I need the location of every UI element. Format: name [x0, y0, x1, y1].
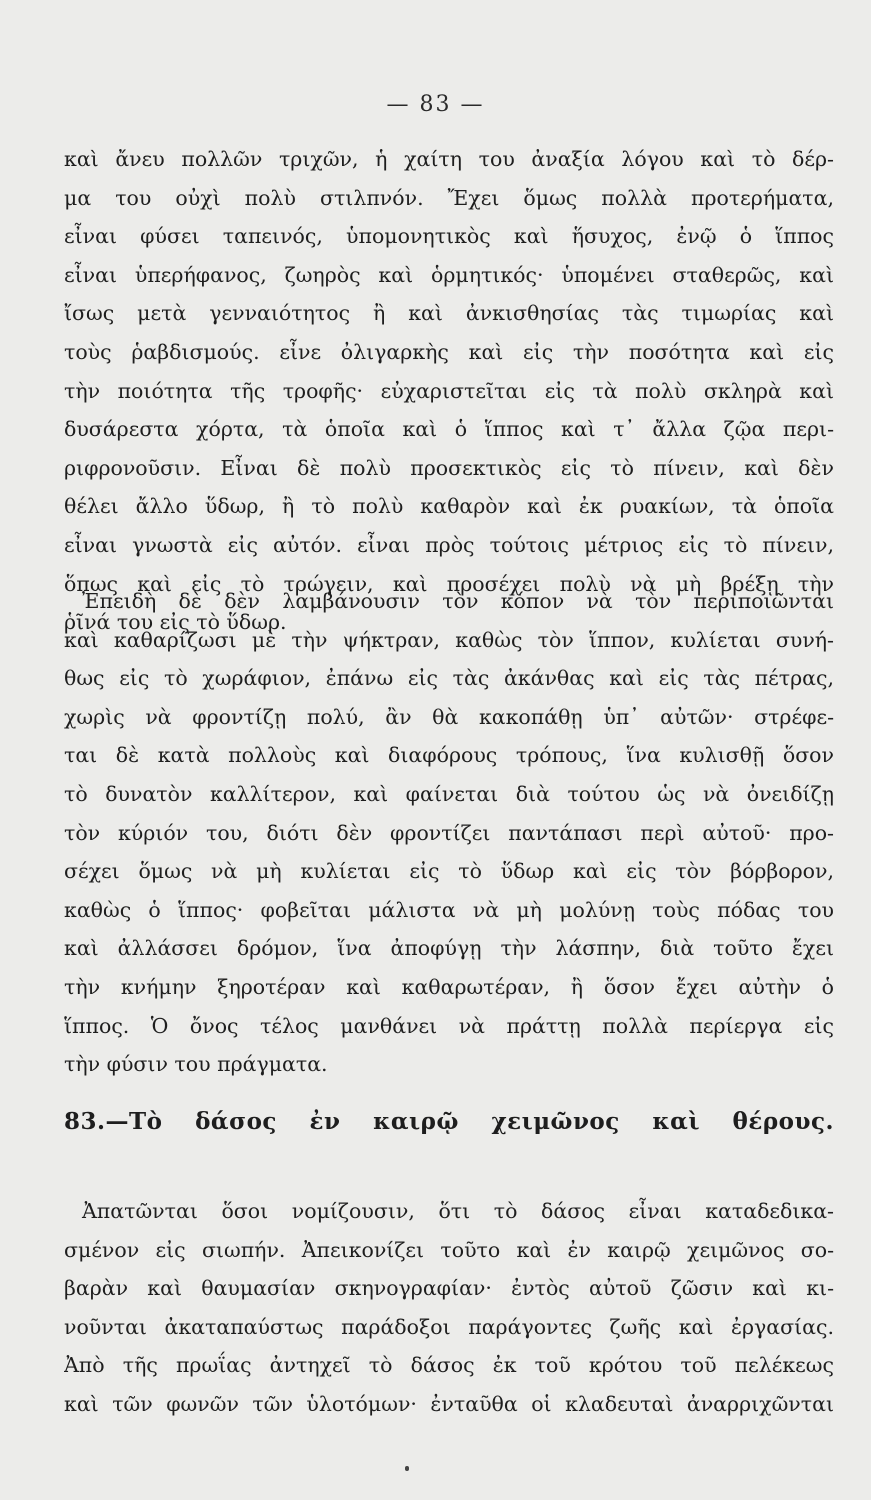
- text-line: Ἀπατῶνται ὅσοι νομίζουσιν, ὅτι τὸ δάσος εἶναι καταδεδικα-: [82, 1199, 834, 1223]
- text-line: Ἐπειδὴ δὲ δὲν λαμβάνουσιν τὸν κόπον νὰ τὸν περιποιῶνται: [82, 589, 834, 613]
- text-line: νοῦνται ἀκαταπαύστως παράδοξοι παράγοντες ζωῆς καὶ ἐργασίας.: [64, 1314, 834, 1339]
- text-line: εἶναι γνωστὰ εἰς αὐτόν. εἶναι πρὸς τούτοις μέτριος εἰς τὸ πίνειν,: [64, 532, 834, 557]
- text-line: σμένον εἰς σιωπήν. Ἀπεικονίζει τοῦτο καὶ ἐν καιρῷ χειμῶνος σο-: [64, 1237, 834, 1262]
- text-line: τὸ δυνατὸν καλλίτερον, καὶ φαίνεται διὰ τούτου ὡς νὰ ὀνειδίζῃ: [64, 781, 834, 806]
- text-line: θως εἰς τὸ χωράφιον, ἐπάνω εἰς τὰς ἀκάνθας καὶ εἰς τὰς πέτρας,: [64, 666, 834, 691]
- text-line: μα του οὐχὶ πολὺ στιλπνόν. Ἔχει ὅμως πολλὰ προτερήματα,: [64, 185, 834, 210]
- text-line: καὶ ἄνευ πολλῶν τριχῶν, ἡ χαίτη του ἀναξία λόγου καὶ τὸ δέρ-: [64, 147, 834, 171]
- text-line: ριφρονοῦσιν. Εἶναι δὲ πολὺ προσεκτικὸς εἰς τὸ πίνειν, καὶ δὲν: [64, 455, 834, 480]
- text-line: ἵππος. Ὁ ὄνος τέλος μανθάνει νὰ πράττῃ πολλὰ περίεργα εἰς: [64, 1013, 834, 1038]
- paragraph-donkey-habits: [64, 582, 834, 1084]
- paragraph-forest: [64, 1192, 834, 1424]
- section-heading: 83.—Τὸ δάσος ἐν καιρῷ χειμῶνος καὶ θέρους.: [64, 1108, 834, 1135]
- text-line: τὴν ποιότητα τῆς τροφῆς· εὐχαριστεῖται εἰς τὰ πολὺ σκληρὰ καὶ: [64, 378, 834, 403]
- text-line: καὶ καθαρίζωσι μὲ τὴν ψήκτραν, καθὼς τὸν ἵππον, κυλίεται συνή-: [64, 627, 834, 652]
- text-line: τὴν κνήμην ξηροτέραν καὶ καθαρωτέραν, ἢ ὅσον ἔχει αὐτὴν ὁ: [64, 974, 834, 999]
- text-line: Ἀπὸ τῆς πρωΐας ἀντηχεῖ τὸ δάσος ἐκ τοῦ κρότου τοῦ πελέκεως: [64, 1353, 834, 1378]
- text-line: χωρὶς νὰ φροντίζῃ πολύ, ἂν θὰ κακοπάθῃ ὑπ᾽ αὐτῶν· στρέφε-: [64, 704, 834, 729]
- text-line: ται δὲ κατὰ πολλοὺς καὶ διαφόρους τρόπους, ἵνα κυλισθῇ ὅσον: [64, 743, 834, 768]
- page-number: — 83 —: [386, 92, 485, 117]
- text-line: ῥῖνά του εἰς τὸ ὕδωρ.: [64, 610, 287, 635]
- text-line: τὴν φύσιν του πράγματα.: [64, 1052, 328, 1077]
- text-line: εἶναι φύσει ταπεινός, ὑπομονητικὸς καὶ ἥσυχος, ἐνῷ ὁ ἵππος: [64, 224, 834, 249]
- text-line: καὶ ἀλλάσσει δρόμον, ἵνα ἀποφύγῃ τὴν λάσπην, διὰ τοῦτο ἔχει: [64, 936, 834, 961]
- text-line: τοὺς ῥαβδισμούς. εἶνε ὀλιγαρκὴς καὶ εἰς τὴν ποσότητα καὶ εἰς: [64, 339, 834, 364]
- text-line: βαρὰν καὶ θαυμασίαν σκηνογραφίαν· ἐντὸς αὐτοῦ ζῶσιν καὶ κι-: [64, 1276, 834, 1301]
- text-line: καὶ τῶν φωνῶν τῶν ὑλοτόμων· ἐνταῦθα οἱ κλαδευταὶ ἀναρριχῶνται: [64, 1391, 834, 1416]
- text-line: θέλει ἄλλο ὕδωρ, ἢ τὸ πολὺ καθαρὸν καὶ ἐκ ρυακίων, τὰ ὁποῖα: [64, 494, 834, 519]
- text-line: δυσάρεστα χόρτα, τὰ ὁποῖα καὶ ὁ ἵππος καὶ τ᾽ ἄλλα ζῷα περι-: [64, 417, 834, 442]
- paragraph-donkey-description: [64, 140, 834, 642]
- ink-speck: [405, 1466, 409, 1471]
- text-line: εἶναι ὑπερήφανος, ζωηρὸς καὶ ὁρμητικός· ὑπομένει σταθερῶς, καὶ: [64, 262, 834, 287]
- text-line: ἴσως μετὰ γενναιότητος ἢ καὶ ἀνκισθησίας τὰς τιμωρίας καὶ: [64, 301, 834, 326]
- text-line: σέχει ὅμως νὰ μὴ κυλίεται εἰς τὸ ὕδωρ καὶ εἰς τὸν βόρβορον,: [64, 859, 834, 884]
- text-line: ὅπως καὶ εἰς τὸ τρώγειν, καὶ προσέχει πολὺ νὰ μὴ βρέξῃ τὴν: [64, 571, 834, 596]
- text-line: τὸν κύριόν του, διότι δὲν φροντίζει παντάπασι περὶ αὐτοῦ· προ-: [64, 820, 834, 845]
- text-line: καθὼς ὁ ἵππος· φοβεῖται μάλιστα νὰ μὴ μολύνῃ τοὺς πόδας του: [64, 897, 834, 922]
